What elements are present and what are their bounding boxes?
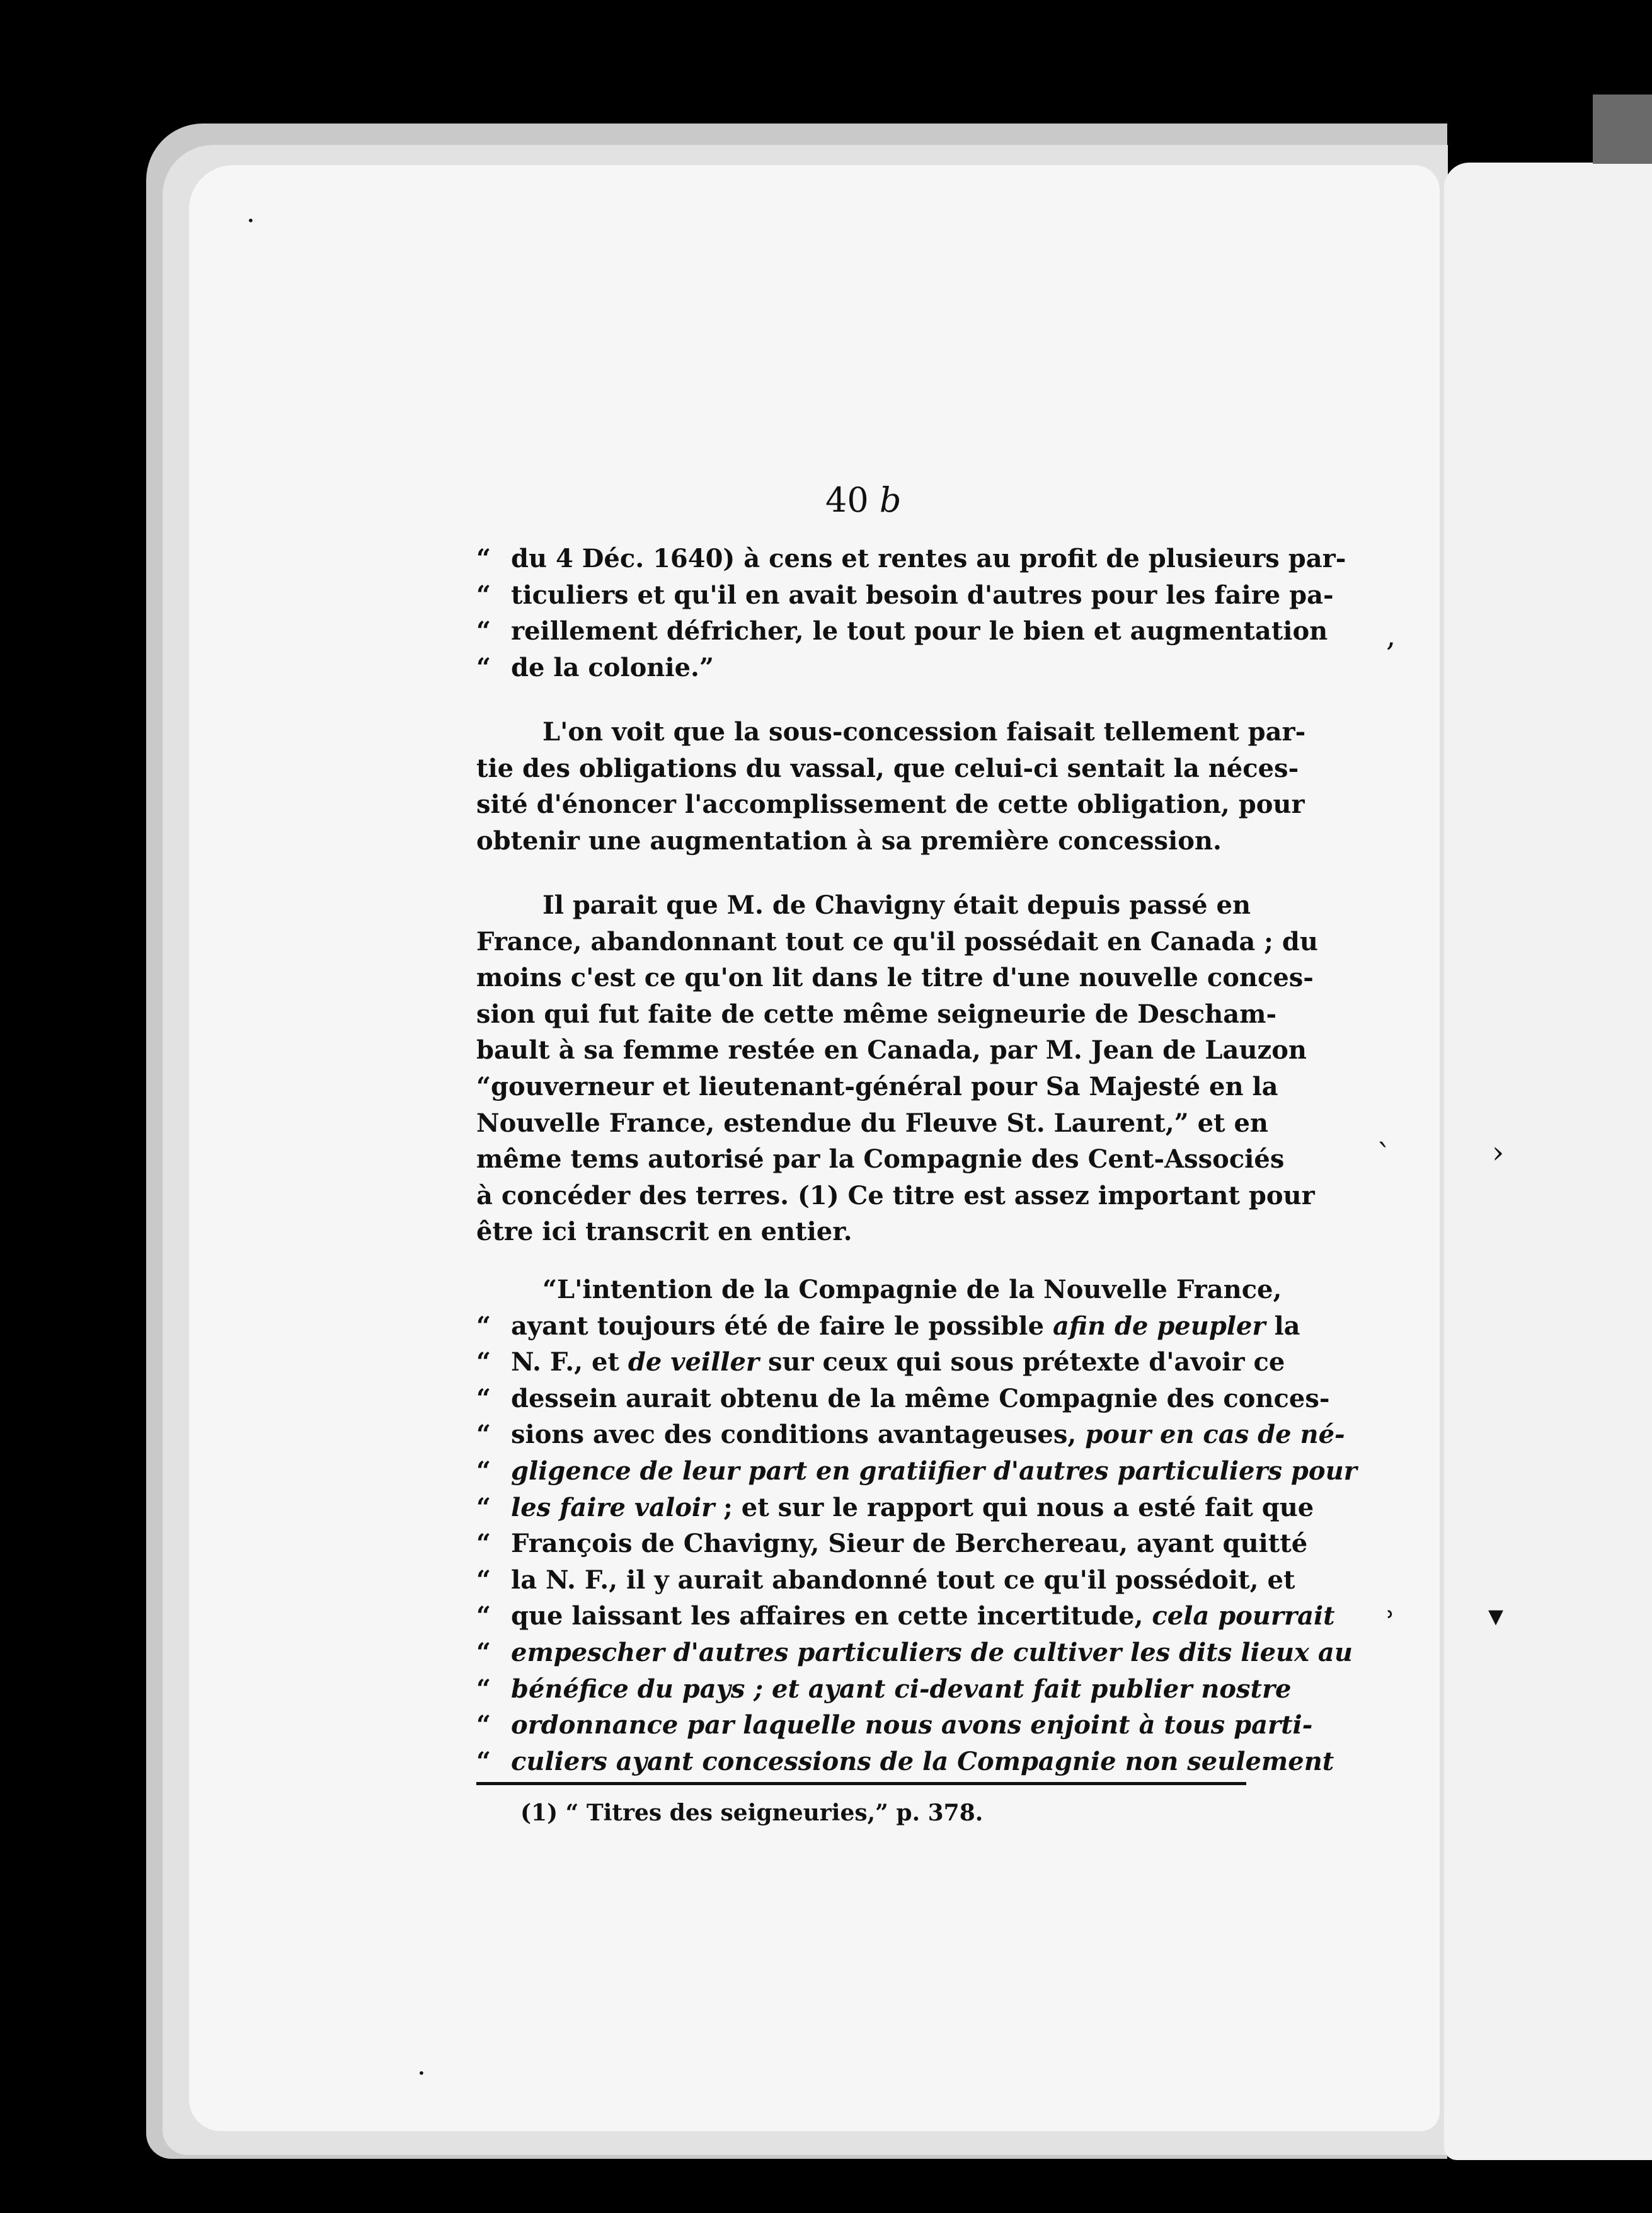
text-line: sion qui fut faite de cette même seigneurie de Descham-: [476, 999, 1277, 1029]
text-run: François de Chavigny, Sieur de Berchereau, ayant quitté: [511, 1529, 1308, 1559]
text-line: “ que laissant les affaires en cette incertitude, cela pourrait: [476, 1601, 1335, 1631]
italic-text: bénéfice du pays ; et ayant ci-devant fait publier nostre: [511, 1674, 1292, 1704]
quoted-paragraph-end: [476, 541, 1346, 686]
text-line: “ les faire valoir ; et sur le rapport qui nous a esté fait que: [476, 1492, 1314, 1522]
text-line: “ empescher d'autres particuliers de cultiver les dits lieux au: [476, 1637, 1353, 1667]
italic-text: pour en cas de né-: [1085, 1420, 1345, 1450]
text-run: la N. F., il y aurait abandonné tout ce qu'il possédoit, et: [511, 1565, 1295, 1595]
facing-page: [1444, 163, 1652, 2160]
text-run: que laissant les affaires en cette incertitude,: [511, 1601, 1152, 1631]
scan-speck: •: [418, 2066, 425, 2081]
text-line: “ sions avec des conditions avantageuses, pour en cas de né-: [476, 1420, 1345, 1450]
text-line: être ici transcrit en entier.: [476, 1217, 852, 1247]
text-line: obtenir une augmentation à sa première concession.: [476, 825, 1222, 856]
scan-speck: ˒: [1386, 1598, 1396, 1633]
text-run: sur ceux qui sous prétexte d'avoir ce: [759, 1347, 1285, 1377]
footnote: (1) “ Titres des seigneuries,” p. 378.: [520, 1800, 984, 1826]
scan-speck: ,: [1386, 618, 1396, 653]
italic-text: afin de peupler: [1052, 1311, 1266, 1341]
text-line: “ dessein aurait obtenu de la même Compagnie des conces-: [476, 1383, 1330, 1413]
text-run: la: [1265, 1311, 1300, 1341]
text-line: L'on voit que la sous-concession faisait tellement par-: [542, 717, 1306, 747]
paragraph-sous-concession: [476, 714, 1306, 859]
text-line: “ bénéfice du pays ; et ayant ci-devant fait publier nostre: [476, 1674, 1292, 1704]
quoted-title-deed: [476, 1272, 1357, 1779]
page-number: 40 b: [825, 480, 902, 520]
text-run: dessein aurait obtenu de la même Compagnie des conces-: [511, 1383, 1330, 1413]
italic-text: ordonnance par laquelle nous avons enjoint à tous parti-: [511, 1710, 1313, 1740]
italic-text: gligence de leur part en gratiifier d'autres particuliers pour: [511, 1456, 1357, 1486]
text-line: Il parait que M. de Chavigny était depuis passé en: [542, 890, 1251, 920]
text-line: “ de la colonie.”: [476, 652, 714, 682]
text-run: sions avec des conditions avantageuses,: [511, 1420, 1086, 1450]
italic-text: empescher d'autres particuliers de cultiver les dits lieux au: [511, 1637, 1353, 1667]
scan-speck: ▾: [1488, 1598, 1504, 1633]
text-line: France, abandonnant tout ce qu'il possédait en Canada ; du: [476, 926, 1318, 957]
italic-text: de veiller: [628, 1347, 760, 1377]
text-run: ayant toujours été de faire le possible: [511, 1311, 1053, 1341]
text-line: Nouvelle France, estendue du Fleuve St. Laurent,” et en: [476, 1108, 1268, 1138]
text-run: ; et sur le rapport qui nous a esté fait que: [714, 1492, 1314, 1522]
text-line: “gouverneur et lieutenant-général pour Sa Majesté en la: [476, 1071, 1278, 1101]
scan-speck: ˋ: [1377, 1138, 1392, 1173]
text-line: bault à sa femme restée en Canada, par M. Jean de Lauzon: [476, 1035, 1307, 1066]
text-line: “ la N. F., il y aurait abandonné tout ce qu'il possédoit, et: [476, 1565, 1295, 1595]
text-line: “ ordonnance par laquelle nous avons enjoint à tous parti-: [476, 1710, 1313, 1740]
text-line: “ ticuliers et qu'il en avait besoin d'autres pour les faire pa-: [476, 580, 1334, 610]
text-line: moins c'est ce qu'on lit dans le titre d'une nouvelle conces-: [476, 963, 1314, 993]
text-line: “ N. F., et de veiller sur ceux qui sous prétexte d'avoir ce: [476, 1347, 1285, 1377]
scan-speck: •: [247, 213, 255, 228]
paragraph-chavigny: [476, 887, 1318, 1250]
text-line: “ culiers ayant concessions de la Compagnie non seulement: [476, 1746, 1334, 1776]
italic-text: culiers ayant concessions de la Compagnie non seulement: [511, 1746, 1334, 1776]
footnote-rule: [476, 1782, 1246, 1785]
scan-speck: ›: [1492, 1135, 1505, 1170]
text-line: à concéder des terres. (1) Ce titre est assez important pour: [476, 1180, 1315, 1210]
text-line: “ reillement défricher, le tout pour le bien et augmentation: [476, 616, 1328, 647]
text-line: “L'intention de la Compagnie de la Nouvelle France,: [542, 1275, 1282, 1304]
text-line: tie des obligations du vassal, que celui-ci sentait la néces-: [476, 753, 1299, 783]
text-line: “ gligence de leur part en gratiifier d'autres particuliers pour: [476, 1456, 1357, 1486]
text-line: sité d'énoncer l'accomplissement de cette obligation, pour: [476, 790, 1305, 820]
text-line: même tems autorisé par la Compagnie des Cent-Associés: [476, 1144, 1285, 1175]
text-run: N. F., et: [511, 1347, 628, 1377]
text-line: “ du 4 Déc. 1640) à cens et rentes au profit de plusieurs par-: [476, 544, 1346, 573]
text-line: “ ayant toujours été de faire le possible afin de peupler la: [476, 1311, 1300, 1341]
italic-text: cela pourrait: [1152, 1601, 1335, 1631]
scan-edge: [1593, 95, 1652, 164]
italic-text: les faire valoir: [511, 1492, 715, 1522]
text-line: “ François de Chavigny, Sieur de Berchereau, ayant quitté: [476, 1529, 1308, 1559]
